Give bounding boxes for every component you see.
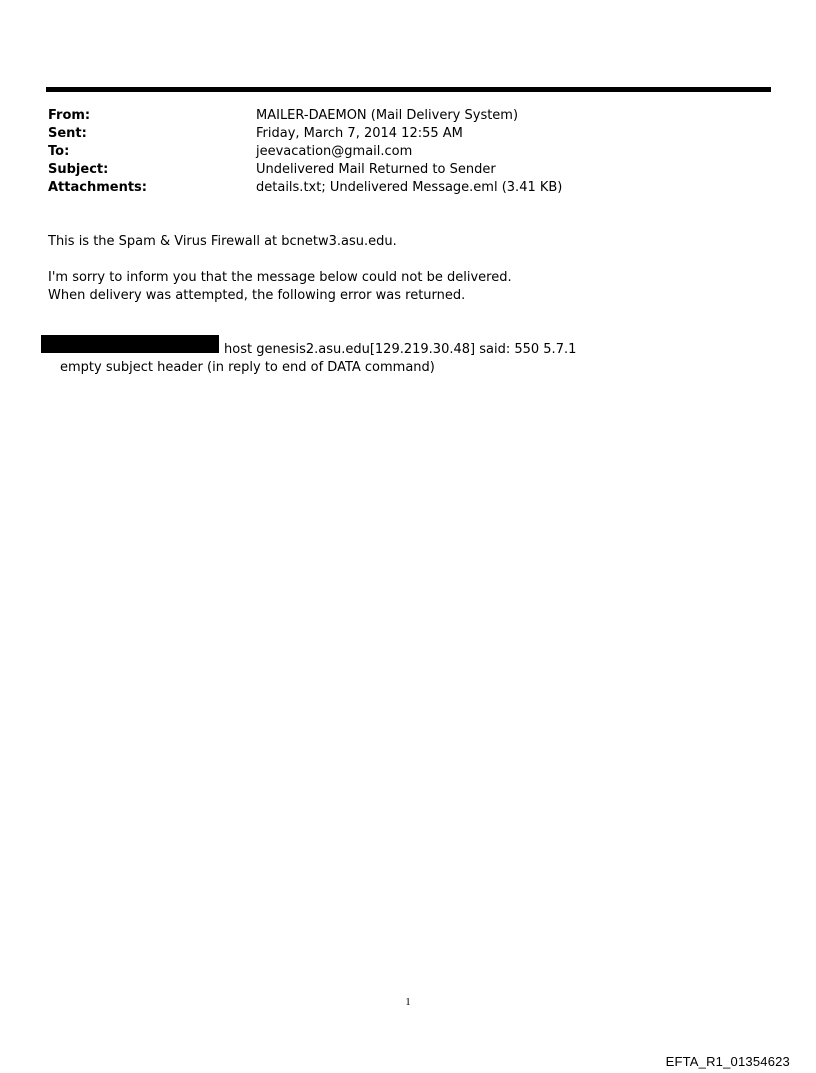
redaction-bar — [41, 335, 219, 353]
header-row-attachments — [48, 179, 748, 197]
intro-paragraph: This is the Spam & Virus Firewall at bcnetw3.asu.edu. — [48, 234, 397, 249]
from-value: MAILER-DAEMON (Mail Delivery System) — [256, 108, 519, 123]
error-line-2: empty subject header (in reply to end of DATA command) — [60, 360, 435, 375]
header-row-from — [48, 107, 748, 125]
header-row-to — [48, 143, 748, 161]
header-divider-rule — [46, 87, 771, 92]
from-label: From: — [48, 108, 91, 123]
apology-line-2: When delivery was attempted, the following error was returned. — [48, 288, 466, 303]
apology-line-1: I'm sorry to inform you that the message below could not be delivered. — [48, 270, 512, 285]
to-value: jeevacation@gmail.com — [256, 144, 413, 159]
sent-label: Sent: — [48, 126, 87, 141]
header-row-subject — [48, 161, 748, 179]
subject-value: Undelivered Mail Returned to Sender — [256, 162, 496, 177]
page-number: 1 — [405, 996, 411, 1008]
document-id: EFTA_R1_01354623 — [665, 1054, 790, 1069]
error-line-1: host genesis2.asu.edu[129.219.30.48] said: 550 5.7.1 — [224, 342, 577, 357]
sent-value: Friday, March 7, 2014 12:55 AM — [256, 126, 463, 141]
subject-label: Subject: — [48, 162, 109, 177]
attachments-label: Attachments: — [48, 180, 147, 195]
header-row-sent — [48, 125, 748, 143]
attachments-value: details.txt; Undelivered Message.eml (3.41 KB) — [256, 180, 563, 195]
apology-paragraph — [48, 269, 512, 305]
email-header — [48, 107, 748, 197]
to-label: To: — [48, 144, 70, 159]
